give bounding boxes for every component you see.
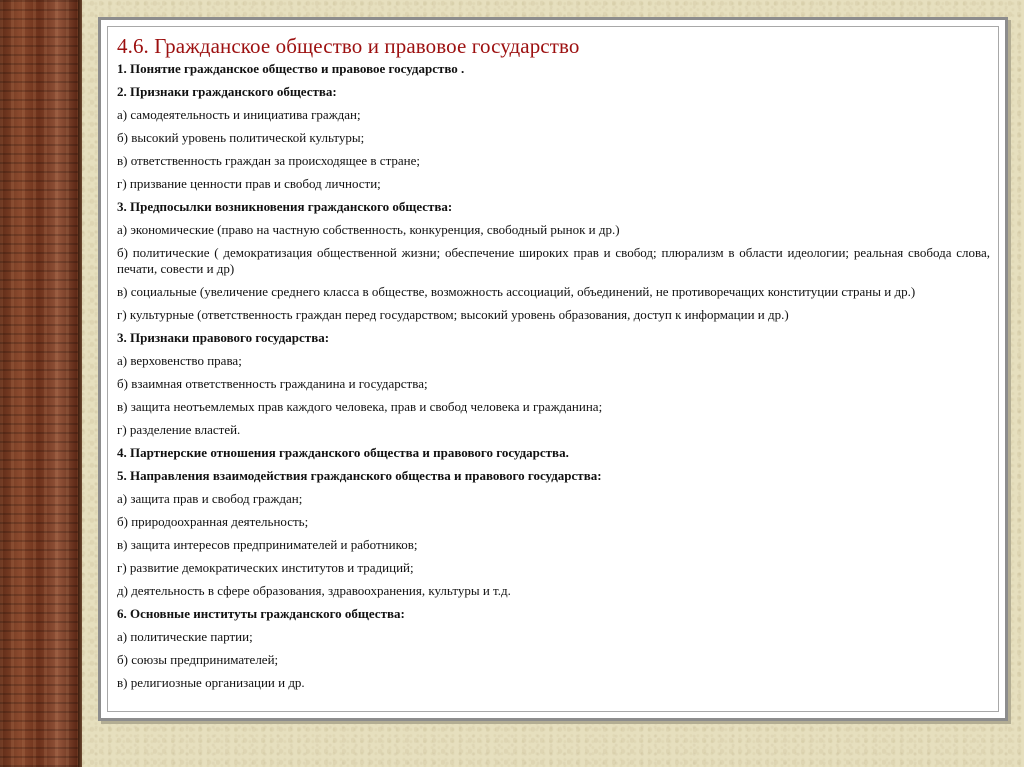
section-heading: 6. Основные институты гражданского общества: [117,606,405,621]
list-item: в) ответственность граждан за происходящее в стране; [117,153,421,168]
list-item: г) развитие демократических институтов и традиций; [117,560,414,575]
list-item: г) призвание ценности прав и свобод личности; [117,176,381,191]
list-item: б) взаимная ответственность гражданина и государства; [117,376,428,391]
slide-title: 4.6. Гражданское общество и правовое государство [117,34,580,58]
list-item: б) союзы предпринимателей; [117,652,279,667]
decorative-side-band [0,0,78,767]
list-item: г) разделение властей. [117,422,241,437]
content-card [98,17,1008,721]
list-item: б) высокий уровень политической культуры; [117,130,365,145]
section-heading: 2. Признаки гражданского общества: [117,84,337,99]
section-heading: 5. Направления взаимодействия гражданского общества и правового государства: [117,468,602,483]
section-heading: 3. Признаки правового государства: [117,330,330,345]
list-item: г) культурные (ответственность граждан перед государством; высокий уровень образования, доступ к информации и др.) [117,307,789,322]
list-item: в) защита интересов предпринимателей и работников; [117,537,418,552]
list-item: а) защита прав и свобод граждан; [117,491,303,506]
list-item: в) защита неотъемлемых прав каждого человека, прав и свобод человека и гражданина; [117,399,603,414]
list-item: а) экономические (право на частную собственность, конкуренция, свободный рынок и др.) [117,222,620,237]
content-lines [117,61,990,691]
section-heading: 3. Предпосылки возникновения гражданского общества: [117,199,453,214]
list-item: а) политические партии; [117,629,253,644]
list-item: в) религиозные организации и др. [117,675,305,690]
section-heading: 1. Понятие гражданское общество и правовое государство . [117,61,465,76]
section-heading: 4. Партнерские отношения гражданского общества и правового государства. [117,445,569,460]
content-frame [107,26,999,712]
list-item: д) деятельность в сфере образования, здравоохранения, культуры и т.д. [117,583,511,598]
list-item: б) политические ( демократизация общественной жизни; обеспечение широких прав и свобод; плюрализм в области идеологии; реальная свобода слова, печати, совести и др) [117,245,990,276]
list-item: а) верховенство права; [117,353,242,368]
list-item: б) природоохранная деятельность; [117,514,309,529]
side-band-edge [78,0,82,767]
list-item: а) самодеятельность и инициатива граждан; [117,107,361,122]
list-item: в) социальные (увеличение среднего класса в обществе, возможность ассоциаций, объединений, не противоречащих конституции страны и др.) [117,284,916,299]
